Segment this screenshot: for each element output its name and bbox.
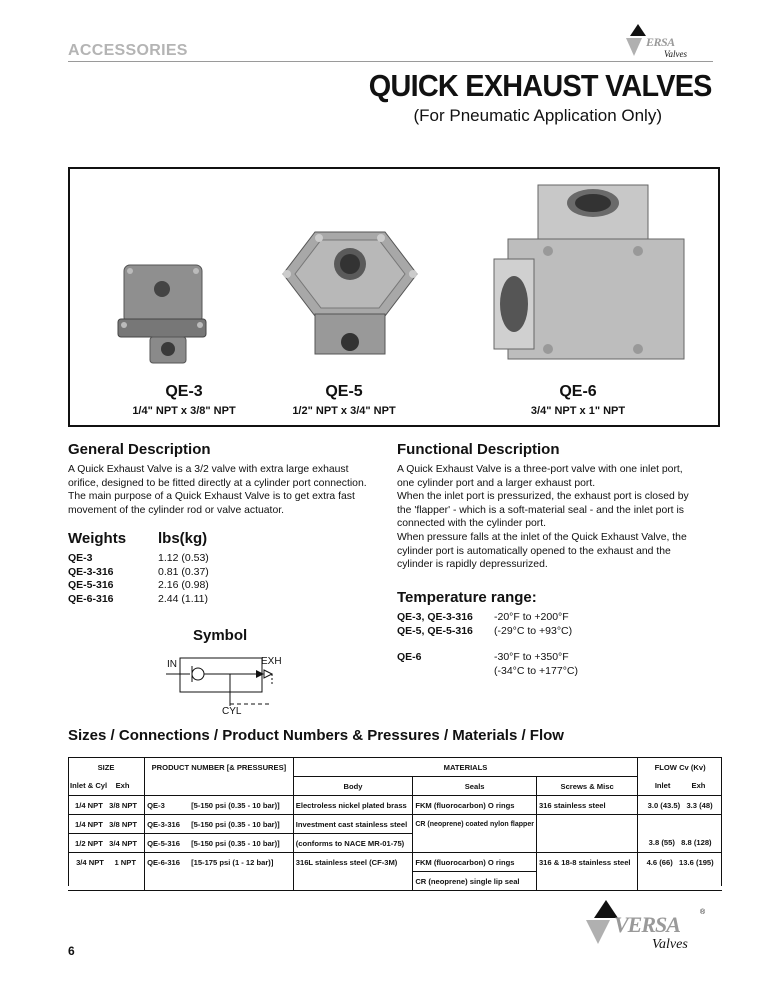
weight-value: 0.81 (0.37) [158,565,209,578]
product-name-qe-6: QE-6 [559,383,597,400]
temperature-model-b: , QE-3-316 [421,611,473,623]
functional-line: When pressure falls at the inlet of the Quick Exhaust Valve, the [397,531,687,543]
cell-pressure: [5-150 psi (0.35 - 10 bar)] [191,838,280,848]
table-row [68,853,722,872]
cell-flow: 4.6 (66) 13.6 (195) [646,857,714,867]
symbol-cyl-label: CYL [222,706,242,717]
functional-line: cylinder port is automatically opened to the exhaust and the [397,545,671,557]
table-right-border [721,757,722,886]
general-line: A Quick Exhaust Valve is a 3/2 valve with extra large exhaust [68,464,349,475]
weight-model: QE-5-316 [68,579,114,591]
cell-pressure: [5-150 psi (0.35 - 10 bar)] [191,800,280,810]
weights-table [68,552,268,612]
cell-screws [536,834,637,853]
cell-screws: 316 & 18-8 stainless steel [536,853,637,872]
cell-flow: 3.8 (55) 8.8 (128) [648,838,712,848]
product-name-qe-3: QE-3 [165,383,203,400]
svg-text:Valves: Valves [664,49,687,59]
product-name-qe-5: QE-5 [325,383,363,400]
cell-seals: FKM (fluorocarbon) O rings [413,853,537,872]
weight-value: 2.44 (1.11) [158,592,209,605]
cell-body: 316L stainless steel (CF-3M) [293,853,413,872]
general-line: orifice, designed to be fitted directly at a cylinder port connection. [68,477,367,489]
temperature-value: (-34°C to +177°C) [494,664,578,677]
temperature-model-a: QE-6 [397,651,422,663]
section-label: ACCESSORIES [68,42,188,59]
header-body: Body [293,777,413,796]
header-product-sub [145,777,294,796]
symbol-heading: Symbol [193,627,248,644]
weights-unit-heading: lbs(kg) [158,530,208,547]
temperature-model-b: , QE-5-316 [421,624,473,637]
table-row [68,796,722,815]
cell-flow: 3.0 (43.5) 3.3 (48) [647,800,713,810]
product-photo-panel [68,167,720,427]
temperature-model-a: QE-3 [397,611,422,623]
functional-line: A Quick Exhaust Valve is a three-port valve with one inlet port, [397,464,683,475]
svg-text:ERSA: ERSA [646,35,675,49]
general-line: The main purpose of a Quick Exhaust Valve is to get extra fast [68,491,355,503]
temperature-model [397,611,473,625]
general-description-heading: General Description [68,441,211,458]
logo-wordmark: VERSA [614,912,680,937]
temperature-model-a: QE-5 [397,624,422,637]
qe-5-valve-image [275,224,425,374]
cell-seals: FKM (fluorocarbon) O rings [413,796,537,815]
header-flow-sub: Inlet Exh [654,781,706,791]
cell-product: QE-6-316 [147,857,180,867]
cell-size: 1/4 NPT 3/8 NPT [68,796,145,815]
header-flow: FLOW Cv (Kv) [654,762,706,772]
cell-body [293,872,413,891]
logo-script: Valves [652,937,688,950]
cell-seals: CR (neoprene) single lip seal [413,872,537,891]
functional-line: When the inlet port is pressurized, the exhaust port is closed by [397,491,689,503]
temperature-value: -20°F to +200°F [494,611,569,623]
cell-size [68,872,145,891]
page-title: QUICK EXHAUST VALVES [369,68,712,103]
page-number: 6 [68,944,75,958]
header-size-sub: Inlet & Cyl Exh [68,777,145,796]
functional-description-text [397,463,711,572]
general-description-text [68,463,382,517]
temperature-value: -30°F to +350°F [494,651,569,663]
cell-body: Electroless nickel plated brass [293,796,413,815]
header-materials: MATERIALS [293,758,638,777]
product-connection-qe-3: 1/4" NPT x 3/8" NPT [132,405,236,417]
cell-product: QE-5-316 [147,838,180,848]
product-connection-qe-5: 1/2" NPT x 3/4" NPT [292,405,396,417]
functional-description-heading: Functional Description [397,441,560,458]
weights-heading: Weights [68,530,127,547]
cell-body: Investment cast stainless steel [293,815,413,834]
table-row [68,815,722,834]
versa-logo-top [624,22,696,62]
table-row [68,834,722,853]
cell-pressure: [15-175 psi (1 - 12 bar)] [191,857,274,867]
cell-size: 1/2 NPT 3/4 NPT [68,834,145,853]
cell-screws [536,815,637,834]
table-left-border [68,757,69,886]
page-subtitle: (For Pneumatic Application Only) [413,106,662,125]
cell-seals [413,834,537,853]
weight-model: QE-6-316 [68,592,114,605]
cell-product: QE-3 [147,800,165,810]
cell-seals: CR (neoprene) coated nylon flapper [413,815,537,834]
cell-flow [638,815,722,834]
temperature-value: (-29°C to +93°C) [494,624,573,637]
general-line: movement of the cylinder rod or valve actuator. [68,504,285,516]
spec-table-heading: Sizes / Connections / Product Numbers & Pressures / Materials / Flow [68,727,564,744]
symbol-exh-label: EXH [261,656,282,667]
versa-logo-bottom [584,898,710,950]
weight-value: 2.16 (0.98) [158,579,209,591]
cell-size: 1/4 NPT 3/8 NPT [68,815,145,834]
weight-model: QE-3 [68,552,93,564]
product-connection-qe-6: 3/4" NPT x 1" NPT [530,405,626,417]
cell-size: 3/4 NPT 1 NPT [68,853,145,872]
spec-table [68,757,722,891]
weight-model: QE-3-316 [68,565,114,578]
cell-flow [638,872,722,891]
table-row [68,872,722,891]
symbol-in-label: IN [167,659,177,670]
temperature-heading: Temperature range: [397,589,537,606]
functional-line: connected with the cylinder port. [397,518,547,530]
cell-screws: 316 stainless steel [536,796,637,815]
weight-value: 1.12 (0.53) [158,552,209,564]
functional-line: one cylinder port and a larger exhaust port. [397,477,596,489]
logo-registered: ® [700,909,706,916]
temperature-model [397,625,473,639]
header-size: SIZE [68,758,145,777]
header-product-number: PRODUCT NUMBER [& PRESSURES] [145,758,294,777]
cell-pressure: [5-150 psi (0.35 - 10 bar)] [191,819,280,829]
cell-screws [536,872,637,891]
cell-product [145,872,294,891]
qe-3-valve-image [110,259,220,369]
functional-line: cylinder is rapidly depressurized. [397,559,548,571]
cell-product: QE-3-316 [147,819,180,829]
header-seals: Seals [413,777,537,796]
qe-6-valve-image [490,179,700,379]
header-rule [68,61,713,62]
header-screws: Screws & Misc [536,777,637,796]
cell-body: (conforms to NACE MR-01-75) [293,834,413,853]
functional-line: the 'flapper' - which is a soft-material seal - and the inlet port is [397,504,684,516]
